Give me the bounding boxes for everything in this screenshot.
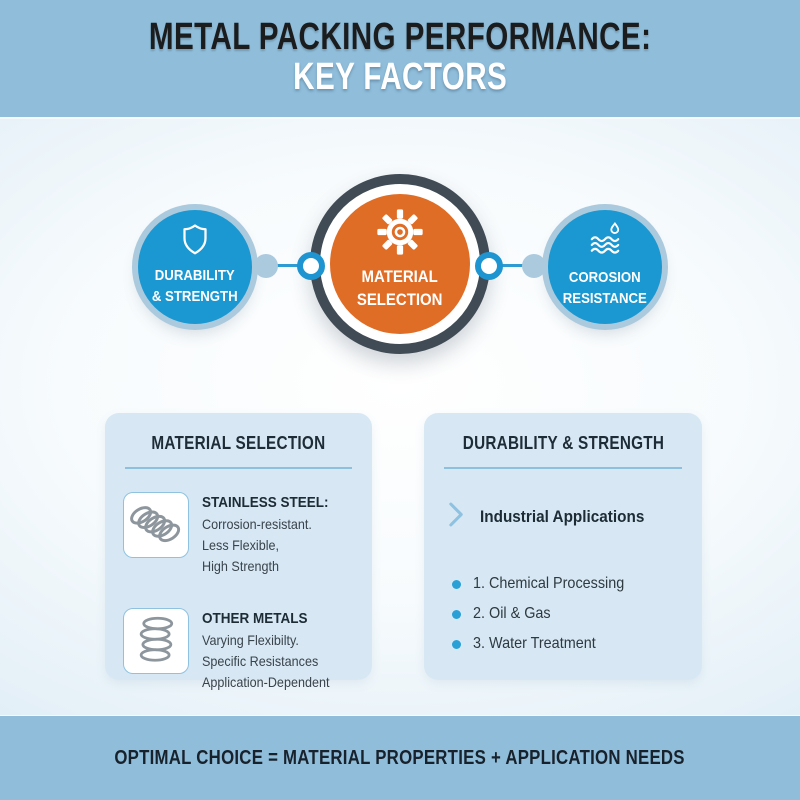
list-item: 1. Chemical Processing: [452, 575, 702, 593]
shield-icon: [177, 221, 213, 262]
panel-material-selection: [105, 413, 372, 690]
material-item-heading: OTHER METALS: [202, 610, 308, 627]
footer-statement: OPTIMAL CHOICE = MATERIAL PROPERTIES + APPLICATION NEEDS: [114, 746, 686, 769]
connector-dot-ring-left: [297, 252, 325, 280]
connector-dot-solid-left: [254, 254, 278, 278]
panel-divider: [125, 467, 352, 469]
page-title: [0, 16, 800, 58]
diagonal-spring-image: [123, 492, 189, 558]
applications-list: [424, 575, 702, 653]
page-title-line-2: KEY FACTORS: [292, 56, 508, 98]
waves-droplet-icon: [585, 221, 625, 264]
node-material-selection: [330, 194, 470, 334]
node-material-label: MATERIAL SELECTION: [357, 267, 443, 309]
material-item-text: OTHER METALS Varying Flexibilty. Specific Resistances Application-Dependent: [202, 610, 330, 690]
bullet-dot-icon: [452, 610, 461, 619]
page-title-line-1: METAL PACKING PERFORMANCE:: [148, 16, 652, 58]
material-item-stainless: [123, 492, 362, 577]
node-corrosion-label: COROSION RESISTANCE: [562, 269, 648, 307]
connector-dot-ring-right: [475, 252, 503, 280]
header-band: [0, 0, 800, 117]
list-item: 2. Oil & Gas: [452, 605, 702, 623]
panel-durability-title: DURABILITY & STRENGTH: [462, 433, 664, 453]
gear-icon: [375, 207, 425, 262]
page-subtitle: [0, 56, 800, 98]
node-durability-label: DURABILITY & STRENGTH: [152, 267, 238, 305]
panel-durability-strength: [424, 413, 702, 680]
node-corrosion-resistance: [548, 210, 662, 324]
material-item-text: STAINLESS STEEL: Corrosion-resistant. Less Flexible, High Strength: [202, 494, 329, 574]
bullet-dot-icon: [452, 640, 461, 649]
bullet-dot-icon: [452, 580, 461, 589]
industrial-applications-heading: Industrial Applications: [448, 501, 702, 533]
footer-band: [0, 716, 800, 800]
connector-dot-solid-right: [522, 254, 546, 278]
panel-divider: [444, 467, 682, 469]
material-item-other: [123, 608, 362, 693]
list-item: 3. Water Treatment: [452, 635, 702, 653]
chevron-right-icon: [448, 501, 465, 533]
coil-spring-image: [123, 608, 189, 674]
material-item-heading: STAINLESS STEEL:: [202, 494, 329, 511]
node-durability-strength: [138, 210, 252, 324]
panel-material-title: MATERIAL SELECTION: [151, 433, 326, 453]
